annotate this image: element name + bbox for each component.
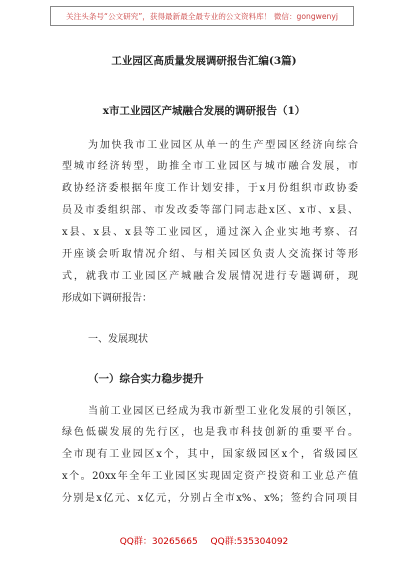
footer-qq-group-left: QQ群：30265665 xyxy=(119,537,198,547)
paragraph-line: x个。20xx年全年工业园区实现固定资产投资和工业总产值 xyxy=(62,471,358,482)
paragraph-line: 为加快我市工业园区从单一的生产型园区经济向综合 xyxy=(88,140,358,151)
paragraph-line: 当前工业园区已经成为我市新型工业化发展的引领区， xyxy=(88,406,358,417)
subheading-overall-strength: （一）综合实力稳步提升 xyxy=(88,373,204,385)
paragraph-line: x县、x县、x县等工业园区，通过深入企业实地考察、召 xyxy=(62,227,358,238)
paragraph-line: 员及市委组织部、市发改委等部门同志赴x区、x市、x县、 xyxy=(62,205,358,216)
paragraph-line: 政协经济委根据年度工作计划安排，于x月份组织市政协委 xyxy=(62,183,358,194)
page-footer xyxy=(0,534,408,547)
document-title: 工业园区高质量发展调研报告汇编(3篇) xyxy=(111,55,297,67)
paragraph-line: 形成如下调研报告： xyxy=(62,293,152,304)
paragraph-line: 开座谈会听取情况介绍、与相关园区负责人交流探讨等形 xyxy=(62,249,358,260)
paragraph-line: 全市现有工业园区x个，其中，国家级园区x个，省级园区 xyxy=(62,449,358,460)
paragraph-line: 分别是x亿元、x亿元，分别占全市x%、x%；签约合同项目 xyxy=(62,493,358,504)
promo-banner: 关注头条号“公文研究”，获得最新最全最专业的公文资料库！ 微信：gongwenyj xyxy=(50,6,354,26)
paragraph-line: 绿色低碳发展的先行区，也是我市科技创新的重要平台。 xyxy=(62,427,358,438)
section-title: x市工业园区产城融合发展的调研报告（1） xyxy=(102,105,306,117)
footer-qq-group-right: QQ群:535304092 xyxy=(210,537,289,547)
paragraph-line: 式，就我市工业园区产城融合发展情况进行专题调研，现 xyxy=(62,271,358,282)
heading-development-status: 一、发展现状 xyxy=(88,334,148,345)
paragraph-line: 型城市经济转型，助推全市工业园区与城市融合发展，市 xyxy=(62,161,358,172)
